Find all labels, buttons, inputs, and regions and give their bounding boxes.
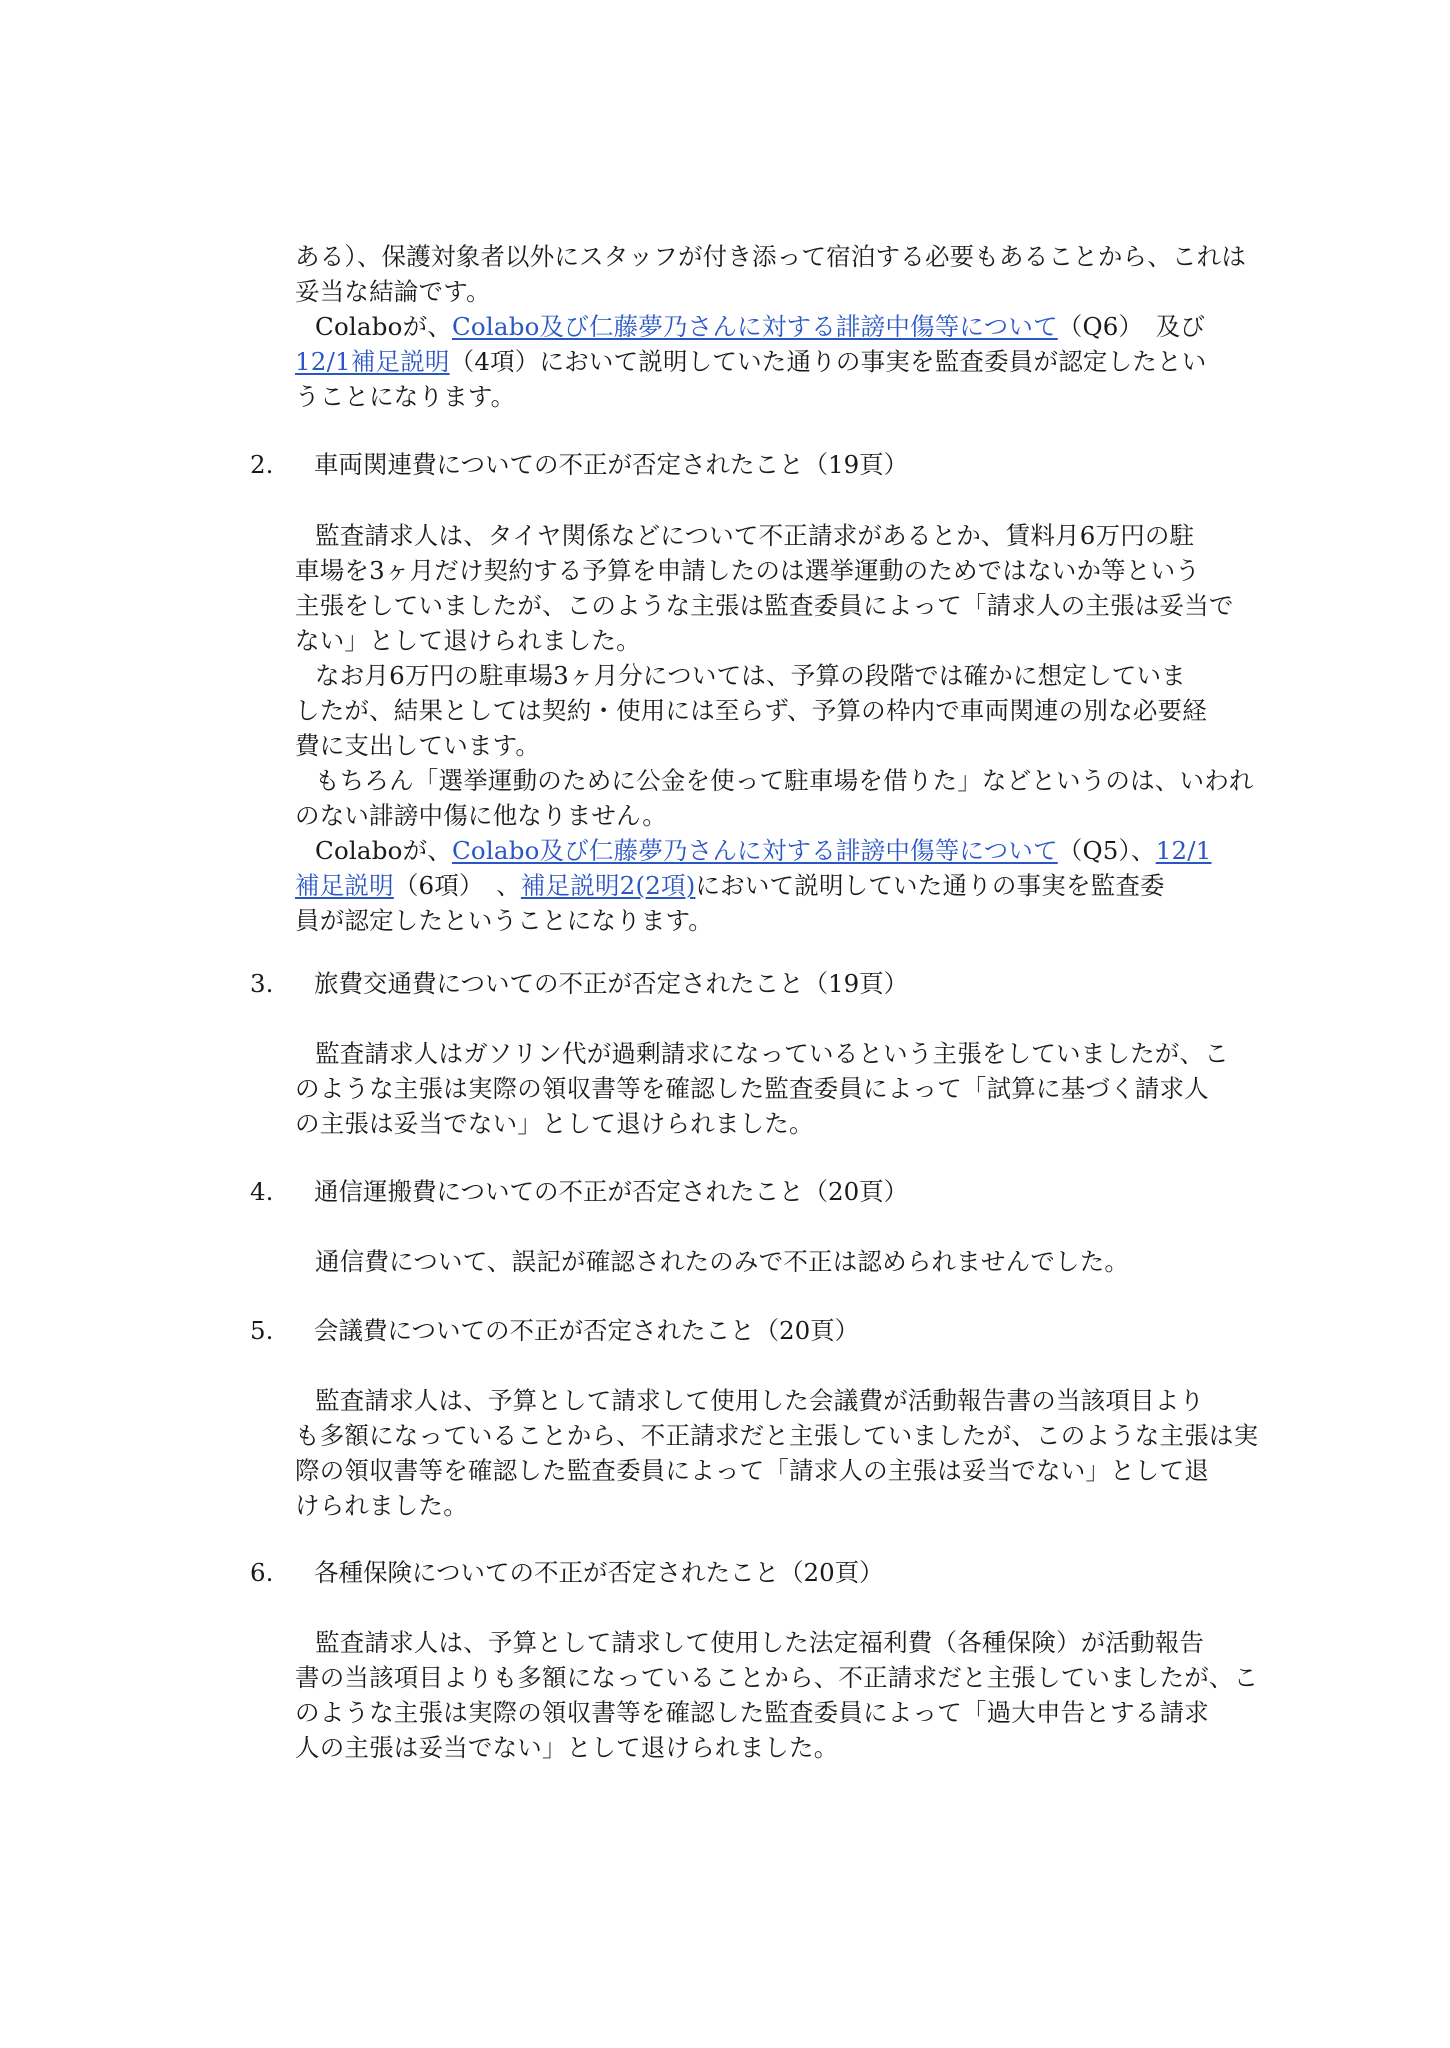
text-line: けられました。 [295,1491,468,1520]
link-defamation-faq[interactable]: Colabo及び仁藤夢乃さんに対する誹謗中傷等について [451,312,1058,341]
text-line: うことになります。 [295,382,516,411]
section-heading-4 [250,1174,908,1209]
link-supplement-2[interactable]: 補足説明2(2項) [520,871,696,900]
section-number: 6. [250,1558,274,1587]
section-title: 各種保険についての不正が否定されたこと（20頁） [314,1558,884,1587]
text-fragment: （Q6） 及び [1057,312,1206,341]
link-defamation-faq[interactable]: Colabo及び仁藤夢乃さんに対する誹謗中傷等について [451,836,1058,865]
text-line: 妥当な結論です。 [295,277,491,306]
section-title: 通信運搬費についての不正が否定されたこと（20頁） [314,1177,909,1206]
section-2-body [295,518,1254,938]
section-number: 5. [250,1316,274,1345]
section-title: 会議費についての不正が否定されたこと（20頁） [314,1316,860,1345]
text-line: 監査請求人は、タイヤ関係などについて不正請求があるとか、賃料月6万円の駐 [315,521,1195,550]
text-line: 人の主張は妥当でない」として退けられました。 [295,1733,839,1762]
section-4-body [295,1244,1235,1279]
text-fragment: Colaboが、 [315,836,452,865]
text-line: も多額になっていることから、不正請求だと主張していましたが、このような主張は実 [295,1421,1259,1450]
link-supplement-12-1[interactable]: 12/1 [1155,836,1212,865]
text-line: したが、結果としては契約・使用には至らず、予算の枠内で車両関連の別な必要経 [295,696,1207,725]
text-line: のような主張は実際の領収書等を確認した監査委員によって「過大申告とする請求 [295,1698,1209,1727]
text-line: 監査請求人は、予算として請求して使用した法定福利費（各種保険）が活動報告 [315,1628,1205,1657]
text-line: のような主張は実際の領収書等を確認した監査委員によって「試算に基づく請求人 [295,1074,1209,1103]
link-supplement-12-1[interactable]: 補足説明 [295,871,394,900]
text-line: 費に支出しています。 [295,731,541,760]
text-line [295,309,1235,344]
text-line [295,833,1235,868]
text-line: 員が認定したということになります。 [295,906,713,935]
link-supplement-12-1[interactable]: 12/1補足説明 [295,347,450,376]
text-fragment: （4項）において説明していた通りの事実を監査委員が認定したとい [449,347,1207,376]
text-line: 書の当該項目よりも多額になっていることから、不正請求だと主張していましたが、こ [295,1663,1259,1692]
text-line: ある）、保護対象者以外にスタッフが付き添って宿泊する必要もあることから、これは [295,242,1247,271]
text-line [295,344,1235,379]
text-line: 監査請求人は、予算として請求して使用した会議費が活動報告書の当該項目より [315,1386,1205,1415]
section-heading-6 [250,1555,884,1590]
text-line: なお月6万円の駐車場3ヶ月分については、予算の段階では確かに想定していま [315,661,1186,690]
text-fragment: （6項） 、 [393,871,521,900]
text-fragment: において説明していた通りの事実を監査委 [695,871,1165,900]
section-6-body [295,1625,1259,1765]
text-line [295,868,1235,903]
section-3-body [295,1036,1235,1141]
text-line: もちろん「選挙運動のために公金を使って駐車場を借りた」などというのは、いわれ [315,766,1254,795]
text-fragment: Colaboが、 [315,312,452,341]
section-number: 2. [250,450,274,479]
text-line: 際の領収書等を確認した監査委員によって「請求人の主張は妥当でない」として退 [295,1456,1209,1485]
text-line: の主張は妥当でない」として退けられました。 [295,1109,814,1138]
text-line: のない誹謗中傷に他なりません。 [295,801,667,830]
section-5-body [295,1383,1259,1523]
section-heading-3 [250,966,908,1001]
intro-paragraph-1 [295,239,1247,414]
section-number: 3. [250,969,274,998]
text-line: 主張をしていましたが、このような主張は監査委員によって「請求人の主張は妥当で [295,591,1234,620]
text-line: 通信費について、誤記が確認されたのみで不正は認められませんでした。 [315,1247,1130,1276]
section-title: 車両関連費についての不正が否定されたこと（19頁） [314,450,909,479]
section-title: 旅費交通費についての不正が否定されたこと（19頁） [314,969,909,998]
section-number: 4. [250,1177,274,1206]
section-heading-2 [250,447,908,482]
text-line: ない」として退けられました。 [295,626,641,655]
section-heading-5 [250,1313,859,1348]
text-line: 車場を3ヶ月だけ契約する予算を申請したのは選挙運動のためではないか等という [295,556,1200,585]
text-line: 監査請求人はガソリン代が過剰請求になっているという主張をしていましたが、こ [315,1039,1229,1068]
text-fragment: （Q5）、 [1057,836,1156,865]
